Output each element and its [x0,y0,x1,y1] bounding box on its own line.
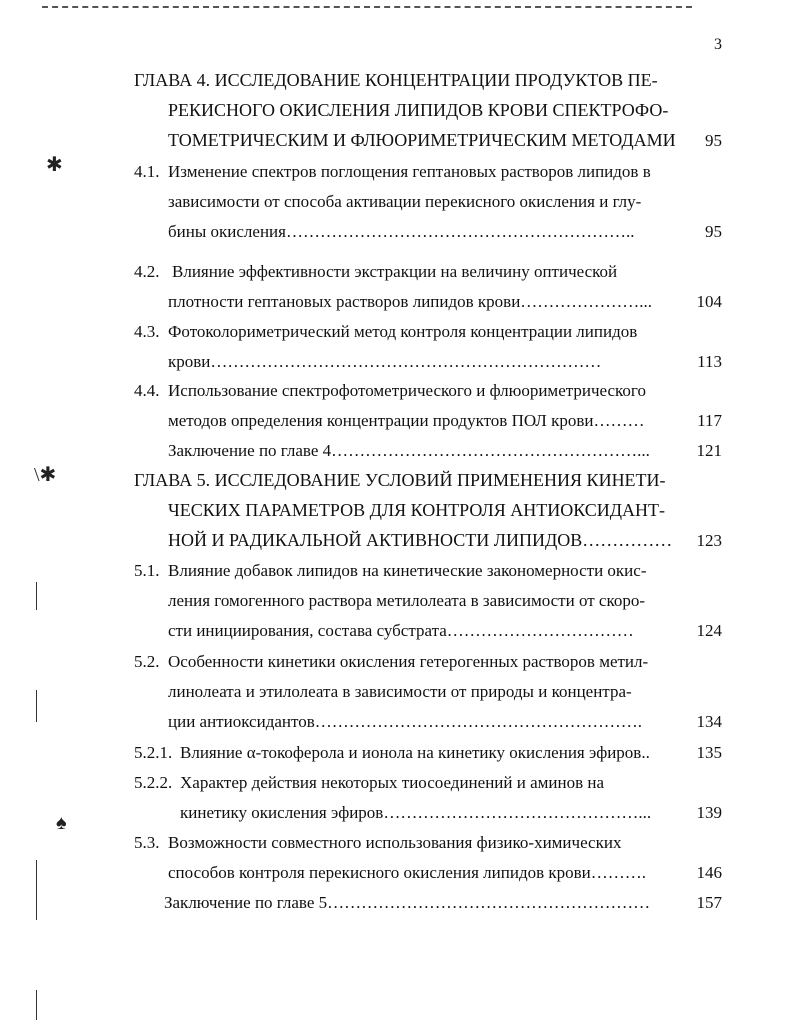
toc-4-3-line2: крови…………………………………………………………… [168,352,602,371]
toc-5-1-line1: Влияние добавок липидов на кинетические закономерности окис- [168,561,647,580]
toc-4-2-line2: плотности гептановых растворов липидов крови…………………... [168,292,653,311]
toc-conclusion-ch4-page: 121 [696,441,722,460]
toc-4-4-line2: методов определения концентрации продуктов ПОЛ крови……… [168,411,645,430]
toc-5-2-line2: линолеата и этилолеата в зависимости от природы и концентра- [168,682,632,701]
toc-5-1-page: 124 [696,621,722,640]
toc-conclusion-ch5-page: 157 [696,893,722,912]
page-number: 3 [714,36,722,53]
toc-5-2-line3: ции антиоксидантов…………………………………………………. [168,712,642,731]
toc-5-2-2-page: 139 [696,803,722,822]
toc-4-2-line1: Влияние эффективности экстракции на величину оптической [172,262,618,281]
toc-4-3-number: 4.3. [134,322,160,341]
toc-5-1-line2: ления гомогенного раствора метилолеата в зависимости от скоро- [168,591,646,610]
toc-4-4-line1: Использование спектрофотометрического и флюориметрического [168,381,646,400]
scan-speck [36,990,37,1020]
toc-conclusion-ch4: Заключение по главе 4………………………………………………... [168,441,650,460]
toc-4-2-number: 4.2. [134,262,160,281]
scan-mark-icon: ♠ [56,812,67,834]
toc-4-4-number: 4.4. [134,381,160,400]
toc-chapter5-line1: ГЛАВА 5. ИССЛЕДОВАНИЕ УСЛОВИЙ ПРИМЕНЕНИЯ КИНЕТИ- [134,470,666,490]
toc-4-1-page: 95 [705,222,722,241]
scan-speck [36,582,37,610]
toc-5-2-1-number: 5.2.1. [134,743,173,762]
toc-4-1-line3: бины окисления…………………………………………………….. [168,222,635,241]
toc-4-4-page: 117 [697,411,722,430]
toc-5-2-2-number: 5.2.2. [134,773,173,792]
scan-mark-icon: ✱ [46,154,63,176]
scan-speck [36,860,37,920]
toc-5-2-1-line1: Влияние α-токоферола и ионола на кинетику окисления эфиров.. [180,743,650,762]
toc-5-2-1-page: 135 [696,743,722,762]
toc-5-2-number: 5.2. [134,652,160,671]
toc-5-2-page: 134 [696,712,722,731]
toc-5-3-page: 146 [696,863,722,882]
toc-4-1-number: 4.1. [134,162,160,181]
toc-4-1-line1: Изменение спектров поглощения гептановых растворов липидов в [168,162,651,181]
toc-4-1-line2: зависимости от способа активации перекисного окисления и глу- [168,192,642,211]
toc-chapter5-page: 123 [696,531,722,550]
toc-5-2-2-line1: Характер действия некоторых тиосоединений и аминов на [180,773,605,792]
toc-5-3-line2: способов контроля перекисного окисления липидов крови………. [168,863,647,882]
top-border-line [42,0,692,8]
toc-5-3-number: 5.3. [134,833,160,852]
toc-chapter4-page: 95 [705,131,722,150]
toc-5-2-line1: Особенности кинетики окисления гетерогенных растворов метил- [168,652,649,671]
toc-4-2-page: 104 [696,292,722,311]
toc-4-3-page: 113 [697,352,722,371]
toc-5-2-2-line2: кинетику окисления эфиров………………………………………... [180,803,652,822]
toc-chapter5-line3: НОЙ И РАДИКАЛЬНОЙ АКТИВНОСТИ ЛИПИДОВ…………… [168,530,673,550]
scan-mark-icon: \✱ [34,464,57,486]
scan-speck [36,690,37,722]
toc-chapter4-line3: ТОМЕТРИЧЕСКИМ И ФЛЮОРИМЕТРИЧЕСКИМ МЕТОДАМИ [168,130,676,150]
toc-chapter4-line1: ГЛАВА 4. ИССЛЕДОВАНИЕ КОНЦЕНТРАЦИИ ПРОДУКТОВ ПЕ- [134,70,658,90]
toc-5-1-line3: сти инициирования, состава субстрата…………………………… [168,621,634,640]
toc-4-3-line1: Фотоколориметрический метод контроля концентрации липидов [168,322,638,341]
toc-conclusion-ch5: Заключение по главе 5………………………………………………… [164,893,651,912]
toc-5-3-line1: Возможности совместного использования физико-химических [168,833,622,852]
toc-chapter5-line2: ЧЕСКИХ ПАРАМЕТРОВ ДЛЯ КОНТРОЛЯ АНТИОКСИДАНТ- [168,500,666,520]
toc-chapter4-line2: РЕКИСНОГО ОКИСЛЕНИЯ ЛИПИДОВ КРОВИ СПЕКТРОФО- [168,100,669,120]
toc-5-1-number: 5.1. [134,561,160,580]
